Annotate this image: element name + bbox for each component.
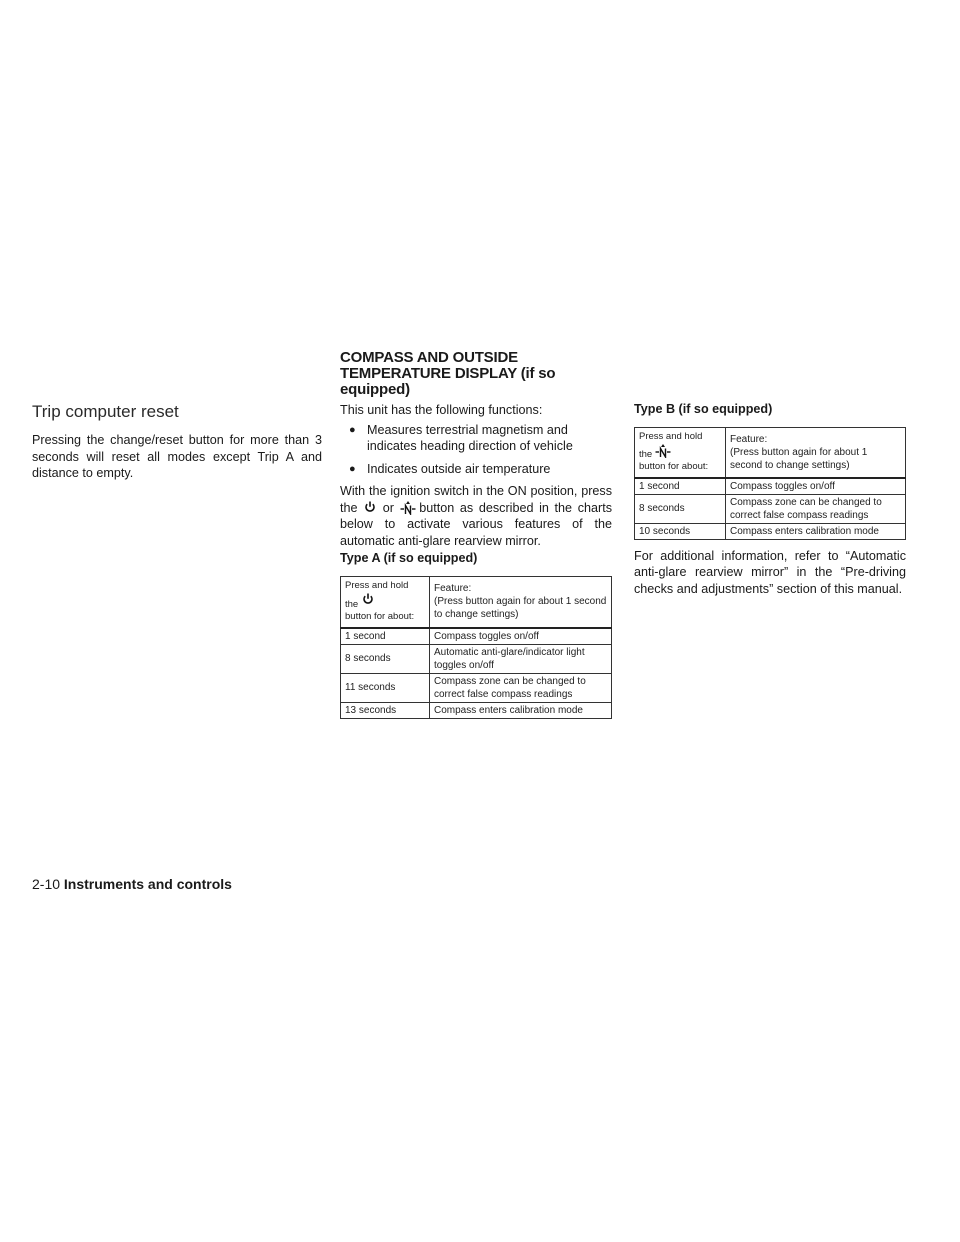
table-row: 13 seconds Compass enters calibration mode — [341, 702, 612, 718]
compass-n-icon — [655, 444, 669, 456]
page-footer — [32, 876, 232, 892]
type-a-table — [340, 576, 612, 719]
compass-intro: This unit has the following functions: — [340, 403, 543, 417]
type-b-section — [634, 402, 906, 597]
header-cell: Press and hold the button for about: — [341, 577, 430, 628]
type-b-table — [634, 427, 906, 540]
power-icon — [361, 593, 375, 605]
table-row: 1 second Compass toggles on/off — [635, 478, 906, 495]
table-row: 1 second Compass toggles on/off — [341, 628, 612, 645]
compass-n-icon — [400, 501, 414, 513]
type-a-title: Type A (if so equipped) — [340, 551, 478, 565]
type-b-title: Type B (if so equipped) — [634, 402, 773, 416]
compass-section — [340, 350, 612, 719]
section-name: Instruments and controls — [63, 876, 232, 892]
table-header-row — [635, 428, 906, 478]
table-row: 11 seconds Compass zone can be changed to correct false compass readings — [341, 673, 612, 702]
header-cell: Press and hold the button for about: — [635, 428, 726, 478]
bullet-icon: ● — [349, 423, 356, 436]
table-row: 8 seconds Compass zone can be changed to correct false compass readings — [635, 494, 906, 523]
header-cell: Feature: (Press button again for about 1 second to change settings) — [726, 428, 906, 478]
page-number: 2-10 — [32, 876, 61, 892]
additional-info-text: For additional information, refer to “Automatic anti-glare rearview mirror” in the “Pre-driving checks and adjustments” section of this manual. — [634, 548, 906, 596]
trip-reset-section — [32, 402, 322, 482]
list-item: ● Indicates outside air temperature — [349, 461, 551, 476]
bullet-icon: ● — [349, 462, 356, 475]
power-icon — [363, 501, 377, 513]
table-row: 8 seconds Automatic anti-glare/indicator light toggles on/off — [341, 644, 612, 673]
header-cell: Feature: (Press button again for about 1 second to change settings) — [430, 577, 612, 628]
list-item: ● Measures terrestrial magnetism and indicates heading direction of vehicle — [349, 422, 573, 453]
compass-heading: COMPASS AND OUTSIDE TEMPERATURE DISPLAY (if so equipped) — [340, 349, 556, 398]
table-header-row — [341, 577, 612, 628]
press-instructions: With the ignition switch in the ON position, press the or button as described in the charts below to activate various features of the automatic anti-glare rearview mirror. — [340, 484, 612, 548]
trip-reset-heading: Trip computer reset — [32, 402, 179, 421]
trip-reset-text: Pressing the change/reset button for more than 3 seconds will reset all modes except Trip A and distance to empty. — [32, 433, 322, 480]
table-row: 10 seconds Compass enters calibration mode — [635, 523, 906, 539]
compass-function-list — [340, 422, 612, 478]
